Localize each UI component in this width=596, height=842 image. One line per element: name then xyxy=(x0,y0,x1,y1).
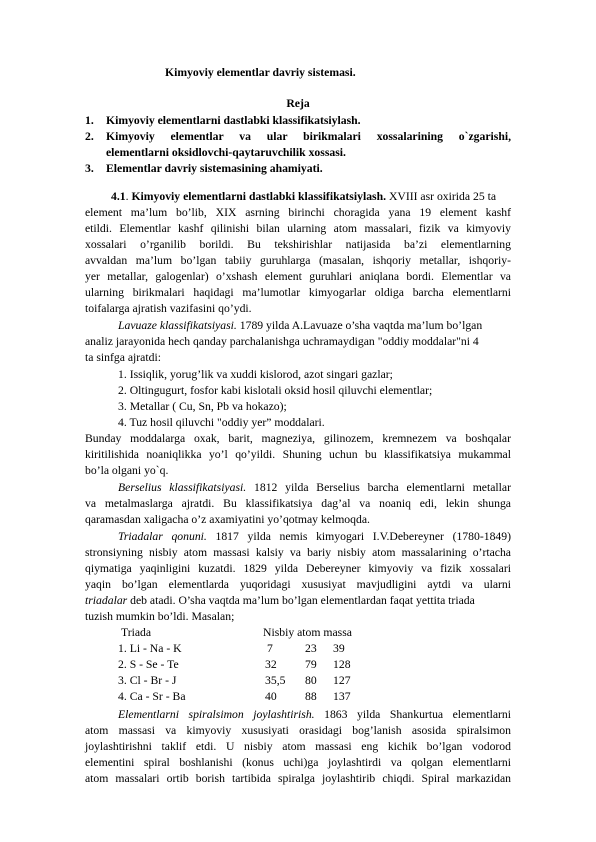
paragraph-line: etildi. Elementlar kashf qilinishi bilan ularning atom massalari, fizik va kimyoviy xyxy=(85,222,511,235)
paragraph-line: bo’la olgani yo`q. xyxy=(85,464,169,477)
table-cell: 32 xyxy=(265,658,277,671)
plan-item-text: elementlarni oksidlovchi-qaytaruvchilik xossasi. xyxy=(106,146,346,159)
plan-item-number: 3. xyxy=(85,162,94,175)
plan-heading: Reja xyxy=(286,97,310,110)
table-cell: 80 xyxy=(305,674,317,687)
table-cell: 88 xyxy=(305,690,317,703)
table-cell: 79 xyxy=(305,658,317,671)
paragraph-line: qiymatiga yaqinligini kuzatdi. 1829 yilda Debereyner kimyoviy va fizik xossalari xyxy=(85,562,511,575)
paragraph-line: analiz jarayonida hech qanday parchalanishga uchramaydigan "oddiy moddalar"ni 4 xyxy=(85,335,479,348)
paragraph-line: Bunday moddalarga oxak, barit, magneziya, gilinozem, kremnezem va boshqalar xyxy=(85,432,511,445)
table-cell: 35,5 xyxy=(265,674,286,687)
paragraph-line: ta sinfga ajratdi: xyxy=(85,351,161,364)
paragraph-line: atom massalari ortib borish tartibida spiralga joylashtirib chiqdi. Spiral markazidan xyxy=(85,772,511,785)
plan-item-text: Elementlar davriy sistemasining ahamiyati. xyxy=(106,162,323,175)
paragraph-line: avvaldan ma’lum bo’lgan tabiiy guruhlarga (masalan, ishqoriy metallar, ishqoriy- xyxy=(85,254,511,267)
paragraph-line: qaramasdan xaligacha o’z axamiyatini yo’qotmay kelmoqda. xyxy=(85,513,370,526)
plan-item-number: 2. xyxy=(85,130,94,143)
table-cell: 1. Li - Na - K xyxy=(118,642,182,655)
spiral-title: Elementlarni spiralsimon joylashtirish. xyxy=(118,708,315,721)
table-cell: 127 xyxy=(333,674,351,687)
table-cell: 7 xyxy=(267,642,273,655)
section-heading-line: 4.1. Kimyoviy elementlarni dastlabki klassifikatsiylash. XVIII asr oxirida 25 ta xyxy=(111,190,497,203)
list-item: 4. Tuz hosil qiluvchi "oddiy yer” moddalari. xyxy=(118,416,325,429)
table-header-mass: Nisbiy atom massa xyxy=(263,626,352,639)
table-cell: 4. Ca - Sr - Ba xyxy=(118,690,186,703)
spiral-text: 1863 yilda Shankurtua elementlarni xyxy=(314,708,512,721)
berselius-text: 1812 yilda Berselius barcha elementlarni metallar xyxy=(246,481,511,494)
table-cell: 23 xyxy=(305,642,317,655)
paragraph-line: kiritilishida noaniqlikka yo’l qo’yildi. Shuning uchun bu klassifikatsiya mukammal xyxy=(85,448,511,461)
lavuaze-line xyxy=(118,318,558,334)
paragraph-line: yaqin bo’lgan elementlarda yuqoridagi xususiyat mavjudligini aytdi va ularni xyxy=(85,578,511,591)
list-item: 1. Issiqlik, yorug’lik va xuddi kislorod, azot singari gazlar; xyxy=(118,368,393,381)
paragraph-line: stronsiyning nisbiy atom massasi kalsiy va bariy nisbiy atom massalarining o’rtacha xyxy=(85,546,511,559)
triad-text: deb atadi. O’sha vaqtda ma’lum bo’lgan elementlardan faqat yettita triada xyxy=(127,594,475,607)
berselius-line xyxy=(118,480,511,496)
section-number: 4.1 xyxy=(111,190,126,203)
section-heading: Kimyoviy elementlarni dastlabki klassifikatsiylash. xyxy=(131,190,387,203)
table-cell: 128 xyxy=(333,658,351,671)
paragraph-line: ularning birikmalari haqidagi ma’lumotlar kimyogarlar oldiga barcha elementlarni xyxy=(85,286,511,299)
plan-item-text: Kimyoviy elementlar va ular birikmalari xossalarining o`zgarishi, xyxy=(106,130,511,143)
table-cell: 137 xyxy=(333,690,351,703)
table-row xyxy=(118,689,352,705)
triad-title: Triadalar qonuni. xyxy=(118,530,207,543)
table-cell: 40 xyxy=(265,690,277,703)
spiral-line xyxy=(118,707,511,723)
table-cell: 3. Cl - Br - J xyxy=(118,674,177,687)
paragraph-line: va metalmaslarga ajratdi. Bu klassifikatsiya dag’al va noaniq edi, lekin shunga xyxy=(85,497,511,510)
paragraph-line xyxy=(85,593,525,609)
list-item: 3. Metallar ( Cu, Sn, Pb va hokazo); xyxy=(118,400,287,413)
section-first-line: XVIII asr oxirida 25 ta xyxy=(388,190,497,203)
paragraph-line: yer metallar, galogenlar) o’xshash element guruhlari aniqlana bordi. Elementlar va xyxy=(85,270,511,283)
table-row xyxy=(118,657,352,673)
paragraph-line: tuzish mumkin bo’ldi. Masalan; xyxy=(85,610,235,623)
paragraph-line: element ma’lum bo’lib, XIX asrning birinchi choragida yana 19 element kashf xyxy=(85,206,511,219)
berselius-title: Berselius klassifikatsiyasi. xyxy=(118,481,247,494)
paragraph-line: elementini spiral boshlanishi (konus uchi)ga joylashtirdi va qolgan elementlarni xyxy=(85,756,511,769)
paragraph-line: toifalarga ajratish vazifasini qo’ydi. xyxy=(85,302,252,315)
table-row xyxy=(118,641,352,657)
paragraph-line: atom massasi va kimyoviy xususiyati orasidagi bog’lanish asosida spiralsimon xyxy=(85,724,511,737)
paragraph-line: xossalari o’rganilib borildi. Bu tekshirishlar natijasida ba’zi elementlarning xyxy=(85,238,511,251)
table-cell: 2. S - Se - Te xyxy=(118,658,179,671)
triad-term: triadalar xyxy=(85,594,128,607)
triad-line xyxy=(118,529,511,545)
document-title: Kimyoviy elementlar davriy sistemasi. xyxy=(165,66,356,79)
triad-text: 1817 yilda nemis kimyogari I.V.Debereyner (1780-1849) xyxy=(206,530,511,543)
triad-table xyxy=(118,625,352,705)
plan-item-text: Kimyoviy elementlarni dastlabki klassifikatsiylash. xyxy=(106,114,361,127)
table-row xyxy=(118,673,352,689)
plan-item-number: 1. xyxy=(85,114,94,127)
paragraph-line: joylashtirishni taklif etdi. U nisbiy atom massasi eng kichik bo’lgan vodorod xyxy=(85,740,511,753)
table-header-row xyxy=(118,625,352,641)
table-cell: 39 xyxy=(333,642,345,655)
lavuaze-text: 1789 yilda A.Lavuaze o’sha vaqtda ma’lum bo’lgan xyxy=(236,319,483,332)
table-header-triad: Triada xyxy=(121,626,152,639)
lavuaze-title: Lavuaze klassifikatsiyasi. xyxy=(118,319,237,332)
list-item: 2. Oltingugurt, fosfor kabi kislotali oksid hosil qiluvchi elementlar; xyxy=(118,384,433,397)
